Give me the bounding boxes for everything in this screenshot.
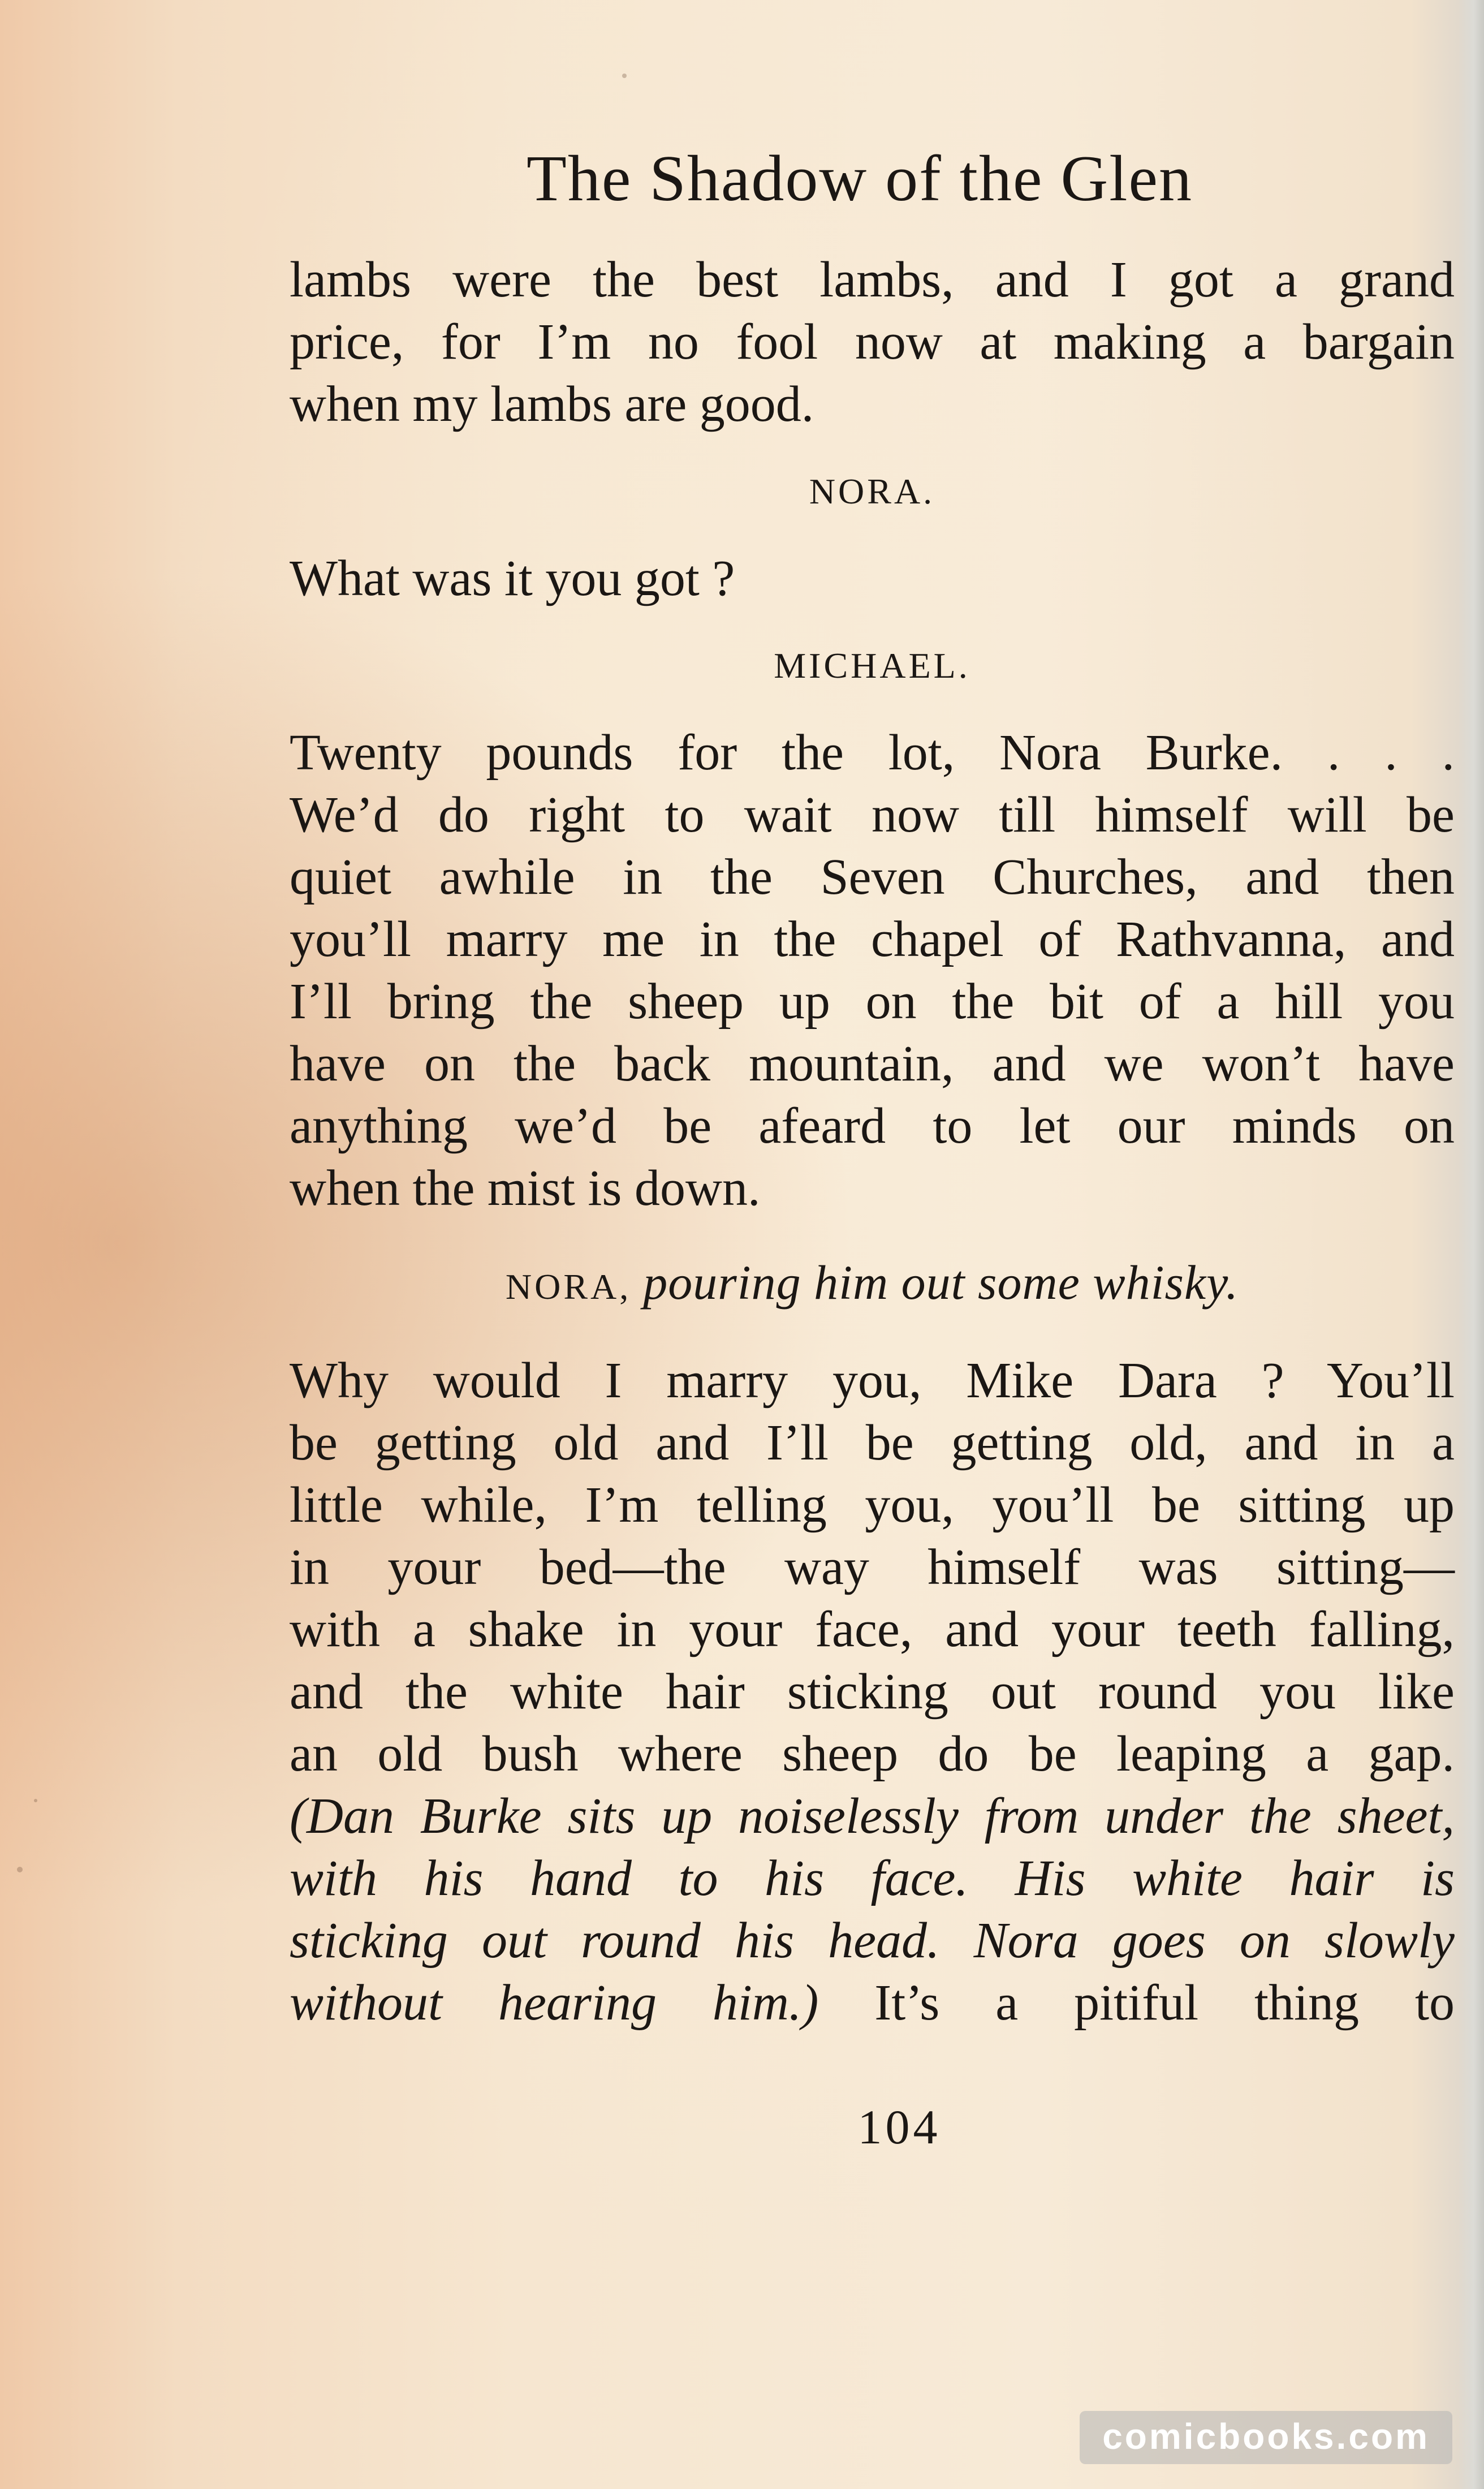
text-line: and the white hair sticking out round you like	[290, 1664, 1455, 1720]
text-line: quiet awhile in the Seven Churches, and then	[290, 849, 1455, 905]
text-block	[290, 249, 1455, 2034]
paper-speck	[34, 1799, 37, 1802]
text-line: Why would I marry you, Mike Dara ? You’ll	[290, 1353, 1455, 1409]
text-line-mixed	[290, 1972, 1455, 2034]
watermark-logo: comicbooks.com	[1080, 2411, 1452, 2464]
paragraph-nora-reply	[290, 1350, 1455, 2034]
speaker-heading-with-direction	[290, 1251, 1455, 1318]
text-line: We’d do right to wait now till himself will be	[290, 787, 1455, 843]
dialogue-continuation: It’s a pitiful thing to	[874, 1975, 1455, 2031]
paper-speck	[17, 1867, 23, 1872]
paragraph-nora-question	[290, 548, 1455, 610]
stage-direction-line: sticking out round his head. Nora goes on slowly	[290, 1913, 1455, 1969]
paper-speck	[622, 74, 627, 78]
text-line: price, for I’m no fool now at making a bargain	[290, 314, 1455, 370]
paragraph-michael	[290, 722, 1455, 1220]
running-head: The Shadow of the Glen	[527, 143, 1193, 215]
stage-direction: pouring him out some whisky.	[643, 1255, 1239, 1310]
text-line: an old bush where sheep do be leaping a gap.	[290, 1726, 1455, 1782]
text-line: you’ll marry me in the chapel of Rathvanna, and	[290, 911, 1455, 967]
text-line: What was it you got ?	[290, 550, 735, 606]
speaker-heading: NORA.	[809, 471, 935, 511]
text-line: when my lambs are good.	[290, 376, 814, 432]
text-line: in your bed—the way himself was sitting—	[290, 1539, 1455, 1595]
text-line: when the mist is down.	[290, 1160, 761, 1216]
stage-direction-line: with his hand to his face. His white hair is	[290, 1850, 1455, 1906]
page-number: 104	[857, 2100, 941, 2154]
paragraph-continued	[290, 249, 1455, 436]
stage-direction-end: without hearing him.)	[290, 1975, 819, 2031]
text-line: with a shake in your face, and your teeth falling,	[290, 1601, 1455, 1657]
stage-direction-line: (Dan Burke sits up noiselessly from under the sheet,	[290, 1788, 1455, 1844]
text-line: lambs were the best lambs, and I got a grand	[290, 252, 1455, 308]
speaker-name: NORA,	[505, 1267, 632, 1307]
page-edge-shadow	[1458, 0, 1484, 2489]
text-line: Twenty pounds for the lot, Nora Burke. . . .	[290, 725, 1455, 781]
text-line: have on the back mountain, and we won’t have	[290, 1036, 1455, 1092]
text-line: anything we’d be afeard to let our minds on	[290, 1098, 1455, 1154]
text-line: I’ll bring the sheep up on the bit of a hill you	[290, 974, 1455, 1030]
text-line: be getting old and I’ll be getting old, and in a	[290, 1415, 1455, 1471]
speaker-heading: MICHAEL.	[774, 645, 970, 686]
text-line: little while, I’m telling you, you’ll be sitting up	[290, 1477, 1455, 1533]
